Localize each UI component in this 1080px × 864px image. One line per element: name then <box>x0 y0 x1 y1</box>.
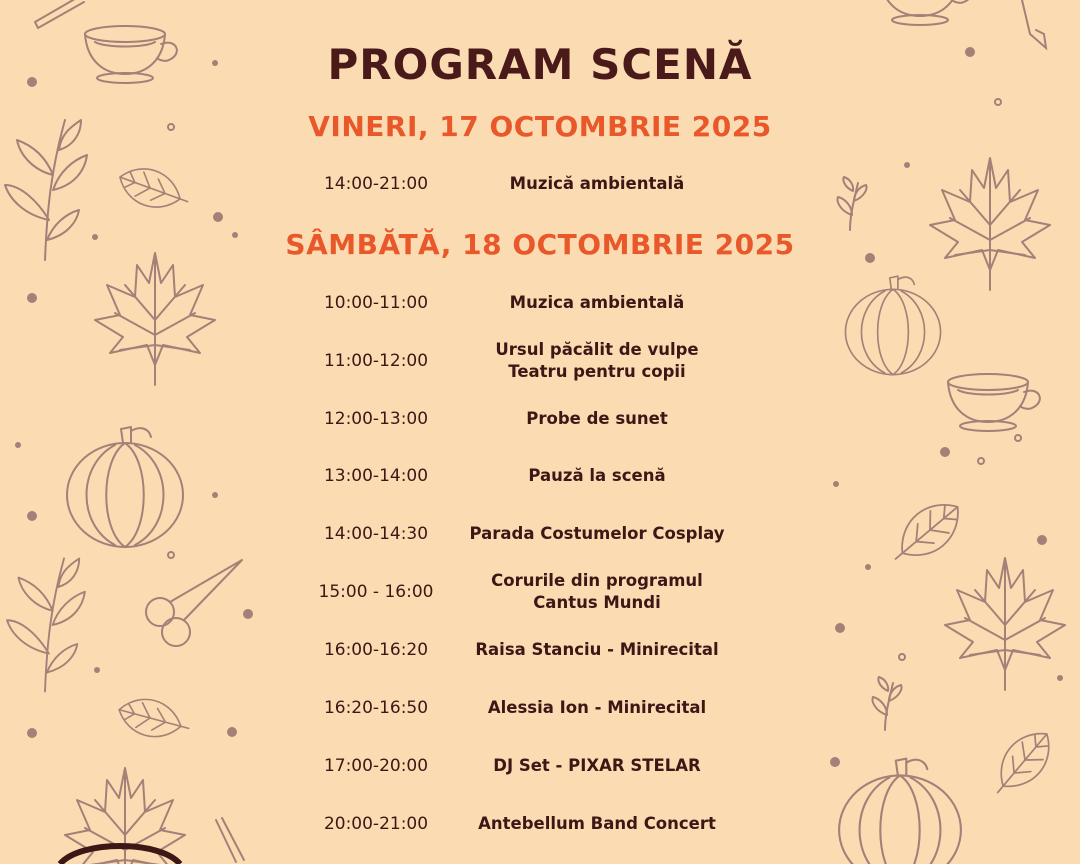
time-slot: 14:00-14:30 <box>323 524 429 544</box>
time-slot: 14:00-21:00 <box>323 174 429 194</box>
page-title: PROGRAM SCENĂ <box>327 40 753 89</box>
event-title: Antebellum Band Concert <box>478 814 716 833</box>
pumpkin-icon <box>67 427 183 547</box>
event-title: DJ Set - PIXAR STELAR <box>493 756 701 775</box>
sprig-icon <box>838 177 867 230</box>
teacup-icon <box>880 0 972 25</box>
sprig-icon <box>873 677 902 730</box>
maple-leaf-icon <box>95 253 215 385</box>
leaf-icon <box>114 160 194 218</box>
time-slot: 15:00 - 16:00 <box>318 582 434 602</box>
event-title: Muzica ambientală <box>509 293 685 312</box>
event-title: Parada Costumelor Cosplay <box>469 524 725 543</box>
paintbrush-icon <box>35 0 84 28</box>
event-title: Probe de sunet <box>526 409 668 428</box>
event-title: Alessia Ion - Minirecital <box>487 698 707 717</box>
leaf-icon <box>983 722 1061 805</box>
time-slot: 11:00-12:00 <box>323 351 429 371</box>
event-title: Muzică ambientală <box>509 174 685 193</box>
leaf-icon <box>114 692 193 745</box>
time-slot: 12:00-13:00 <box>323 409 429 429</box>
time-slot: 16:20-16:50 <box>323 698 429 718</box>
scissors-icon <box>146 560 242 646</box>
time-slot: 16:00-16:20 <box>323 640 429 660</box>
time-slot: 10:00-11:00 <box>323 293 429 313</box>
teacup-icon <box>948 374 1040 431</box>
day-heading-friday: VINERI, 17 OCTOMBRIE 2025 <box>308 110 772 143</box>
maple-leaf-icon <box>930 158 1050 290</box>
event-title: Pauză la scenă <box>528 466 666 485</box>
maple-leaf-icon <box>945 558 1065 690</box>
event-title: Ursul păcălit de vulpe Teatru pentru copii <box>495 340 699 381</box>
leaf-icon <box>883 491 971 574</box>
event-title: Raisa Stanciu - Minirecital <box>475 640 719 659</box>
time-slot: 17:00-20:00 <box>323 756 429 776</box>
time-slot: 20:00-21:00 <box>323 814 429 834</box>
paintbrush-icon <box>216 818 244 862</box>
event-title: Corurile din programul Cantus Mundi <box>491 571 703 612</box>
time-slot: 13:00-14:00 <box>323 466 429 486</box>
leaf-icon <box>7 559 85 692</box>
pumpkin-icon <box>845 276 940 374</box>
day-heading-saturday: SÂMBĂTĂ, 18 OCTOMBRIE 2025 <box>285 228 795 261</box>
pumpkin-icon <box>839 759 961 864</box>
